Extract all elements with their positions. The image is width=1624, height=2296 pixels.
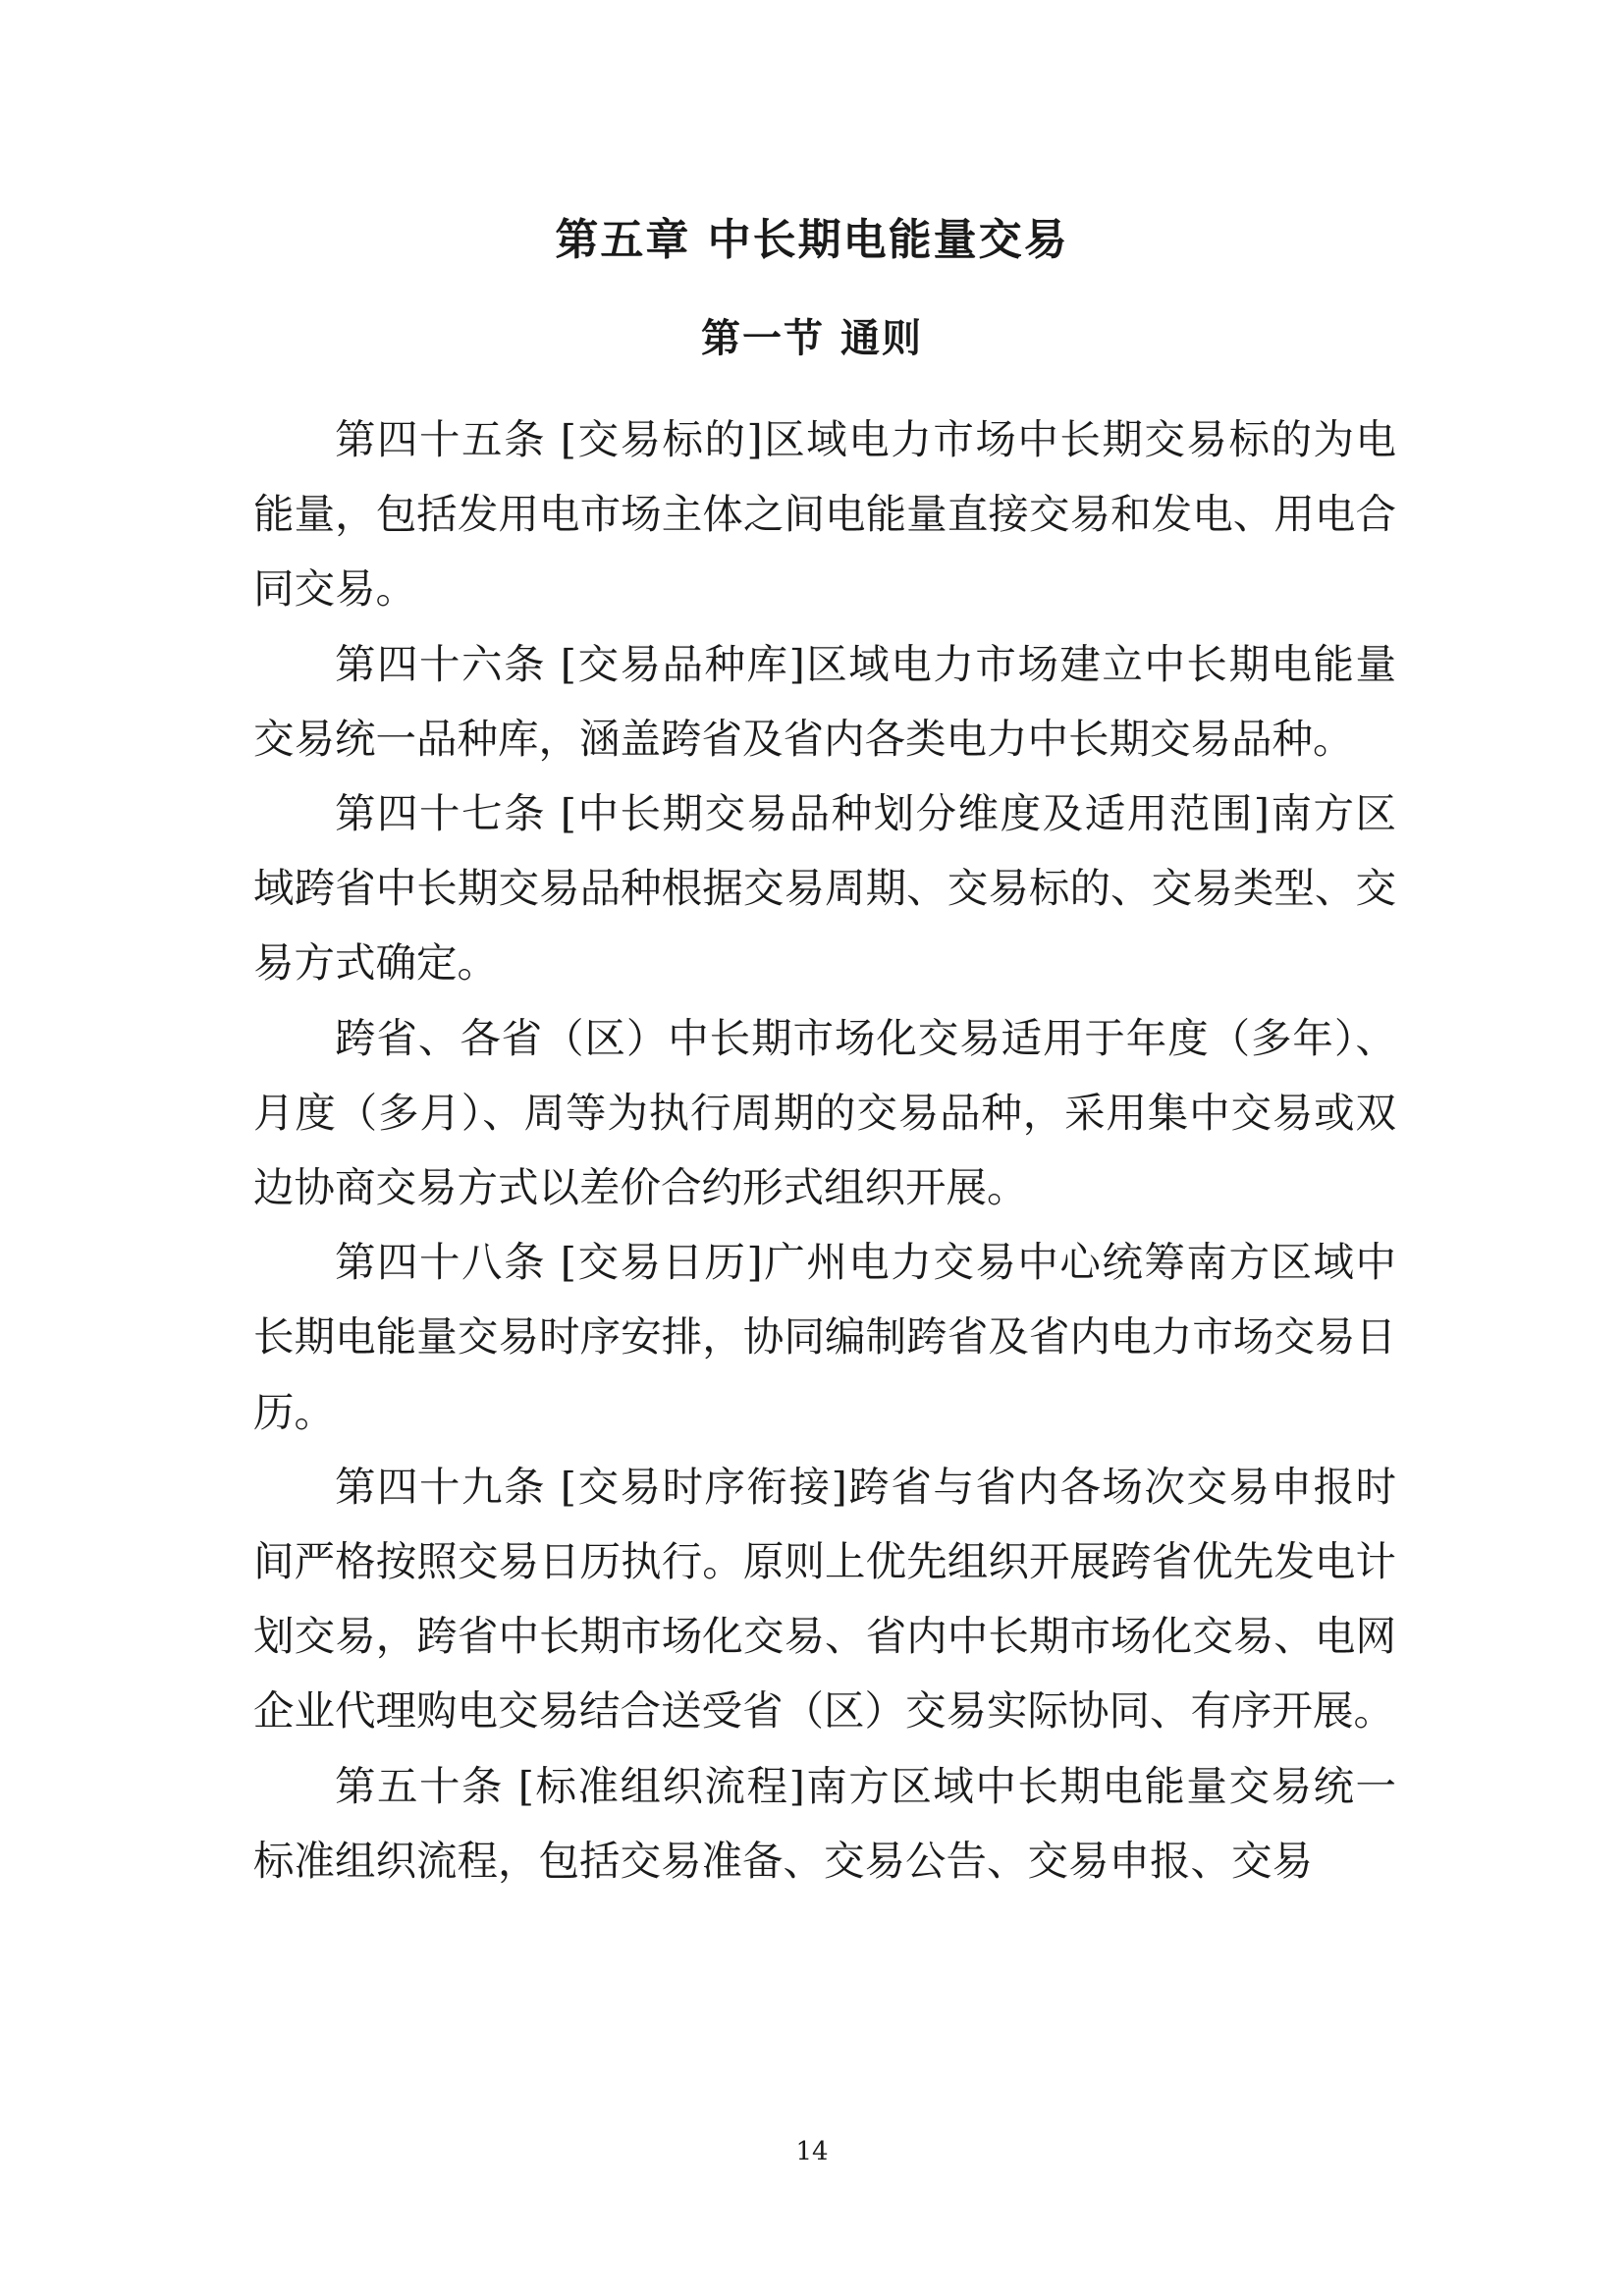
page-number: 14 [795,2137,829,2166]
section-title: 第一节 通则 [701,315,923,361]
chapter-title: 第五章 中长期电能量交易 [555,215,1069,265]
article-45-paragraph: 第四十五条 [交易标的]区域电力市场中长期交易标的为电能量，包括发用电市场主体之间电能量直接交易和发电、用电合同交易。 [253,415,1396,614]
article-49-paragraph: 第四十九条 [交易时序衔接]跨省与省内各场次交易申报时间严格按照交易日历执行。原则上优先组织开展跨省优先发电计划交易，跨省中长期市场化交易、省内中长期市场化交易、电网企业代理购电交易结合送受省（区）交易实际协同、有序开展。 [253,1462,1396,1735]
article-46-paragraph: 第四十六条 [交易品种库]区域电力市场建立中长期电能量交易统一品种库，涵盖跨省及省内各类电力中长期交易品种。 [253,639,1396,763]
article-47-paragraph: 第四十七条 [中长期交易品种划分维度及适用范围]南方区域跨省中长期交易品种根据交易周期、交易标的、交易类型、交易方式确定。 [253,789,1396,988]
body-text [253,402,1396,1898]
article-47-continuation-paragraph: 跨省、各省（区）中长期市场化交易适用于年度（多年）、月度（多月）、周等为执行周期的交易品种，采用集中交易或双边协商交易方式以差价合约形式组织开展。 [253,1013,1396,1212]
article-50-paragraph: 第五十条 [标准组织流程]南方区域中长期电能量交易统一标准组织流程，包括交易准备、交易公告、交易申报、交易 [253,1761,1396,1885]
article-48-paragraph: 第四十八条 [交易日历]广州电力交易中心统筹南方区域中长期电能量交易时序安排，协同编制跨省及省内电力市场交易日历。 [253,1238,1396,1436]
